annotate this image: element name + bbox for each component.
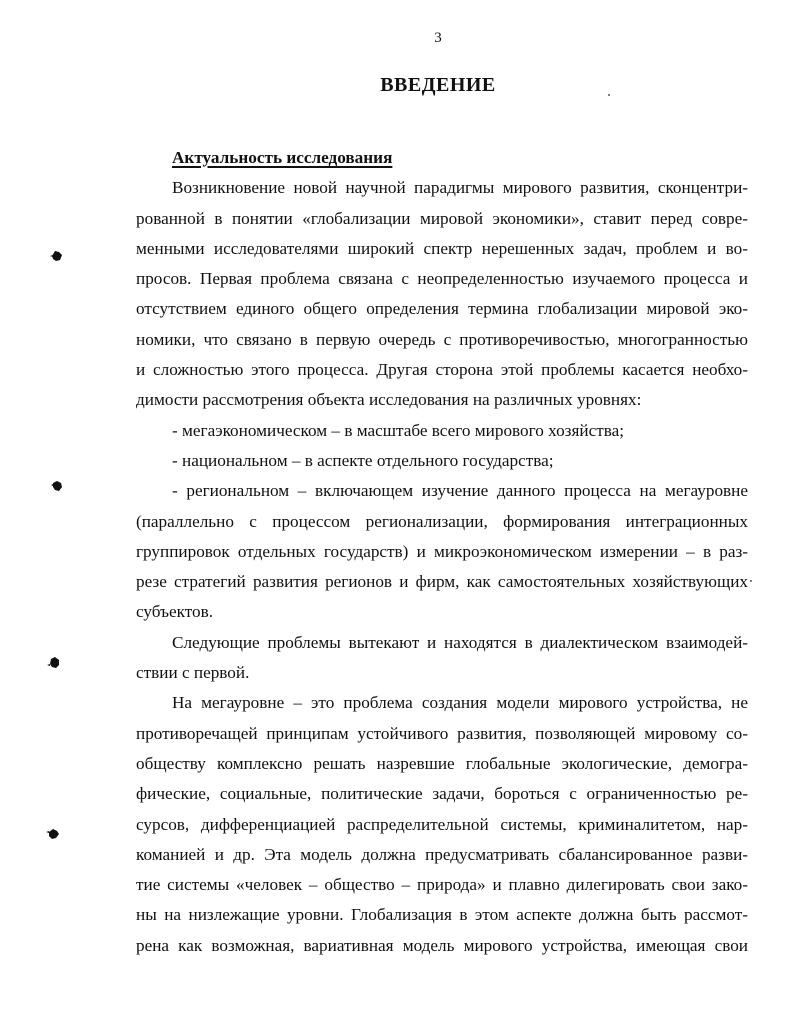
text-line: субъектов. (136, 602, 214, 622)
text-line: ны на низлежащие уровни. Глобализация в этом аспекте должна быть рассмот- (136, 905, 748, 925)
text-line: рованной в понятии «глобализации мировой экономики», ставит перед совре- (136, 208, 748, 228)
text-line: просов. Первая проблема связана с неопределенностью изучаемого процесса и (136, 269, 748, 289)
text-line: Следующие проблемы вытекают и находятся в диалектическом взаимодей- (172, 632, 748, 652)
section-heading: Актуальность исследования (172, 148, 393, 167)
page-number: 3 (434, 30, 442, 46)
text-line: менными исследователями широкий спектр нерешенных задач, проблем и во- (136, 238, 748, 258)
list-item: - мегаэкономическом – в масштабе всего мирового хозяйства; (172, 420, 624, 440)
text-line: димости рассмотрения объекта исследования на различных уровнях: (136, 390, 642, 410)
text-line: резе стратегий развития регионов и фирм, как самостоятельных хозяйствующих (136, 572, 748, 592)
text-line: обществу комплексно решать назревшие глобальные экологические, демогра- (136, 753, 748, 773)
page-title: ВВЕДЕНИЕ (380, 74, 496, 96)
text-line: номики, что связано в первую очередь с противоречивостью, многогранностью (136, 329, 748, 349)
punch-hole-mark-icon (46, 827, 60, 841)
list-item: - национальном – в аспекте отдельного государства; (172, 450, 554, 470)
punch-hole-mark-icon (50, 479, 64, 493)
text-line: отсутствием единого общего определения термина глобализации мировой эко- (136, 299, 748, 319)
punch-hole-mark-icon (50, 249, 64, 263)
text-line: сурсов, дифференциацией распределительной системы, криминалитетом, нар- (136, 814, 748, 834)
text-line: команией и др. Эта модель должна предусматривать сбалансированное разви- (136, 844, 748, 864)
text-line: и сложностью этого процесса. Другая сторона этой проблемы касается необхо- (136, 360, 748, 380)
punch-hole-mark-icon (47, 656, 61, 670)
text-line: противоречащей принципам устойчивого развития, позволяющей мировому со- (136, 723, 748, 743)
text-line: фические, социальные, политические задачи, бороться с ограниченностью ре- (136, 784, 748, 804)
document-body (136, 143, 748, 961)
text-line: На мегауровне – это проблема создания модели мирового устройства, не (172, 693, 748, 713)
text-line: рена как возможная, вариативная модель мирового устройства, имеющая свои (136, 935, 748, 955)
text-line: (параллельно с процессом регионализации, формирования интеграционных (136, 511, 748, 531)
scan-speck (750, 580, 752, 582)
text-line: Возникновение новой научной парадигмы мирового развития, сконцентри- (172, 178, 748, 198)
text-line: ствии с первой. (136, 663, 250, 683)
list-item: - региональном – включающем изучение данного процесса на мегауровне (172, 481, 748, 501)
text-line: тие системы «человек – общество – природа» и плавно дилегировать свои зако- (136, 875, 748, 895)
scan-speck (608, 94, 610, 96)
text-line: группировок отдельных государств) и микроэкономическом измерении – в раз- (136, 541, 748, 561)
